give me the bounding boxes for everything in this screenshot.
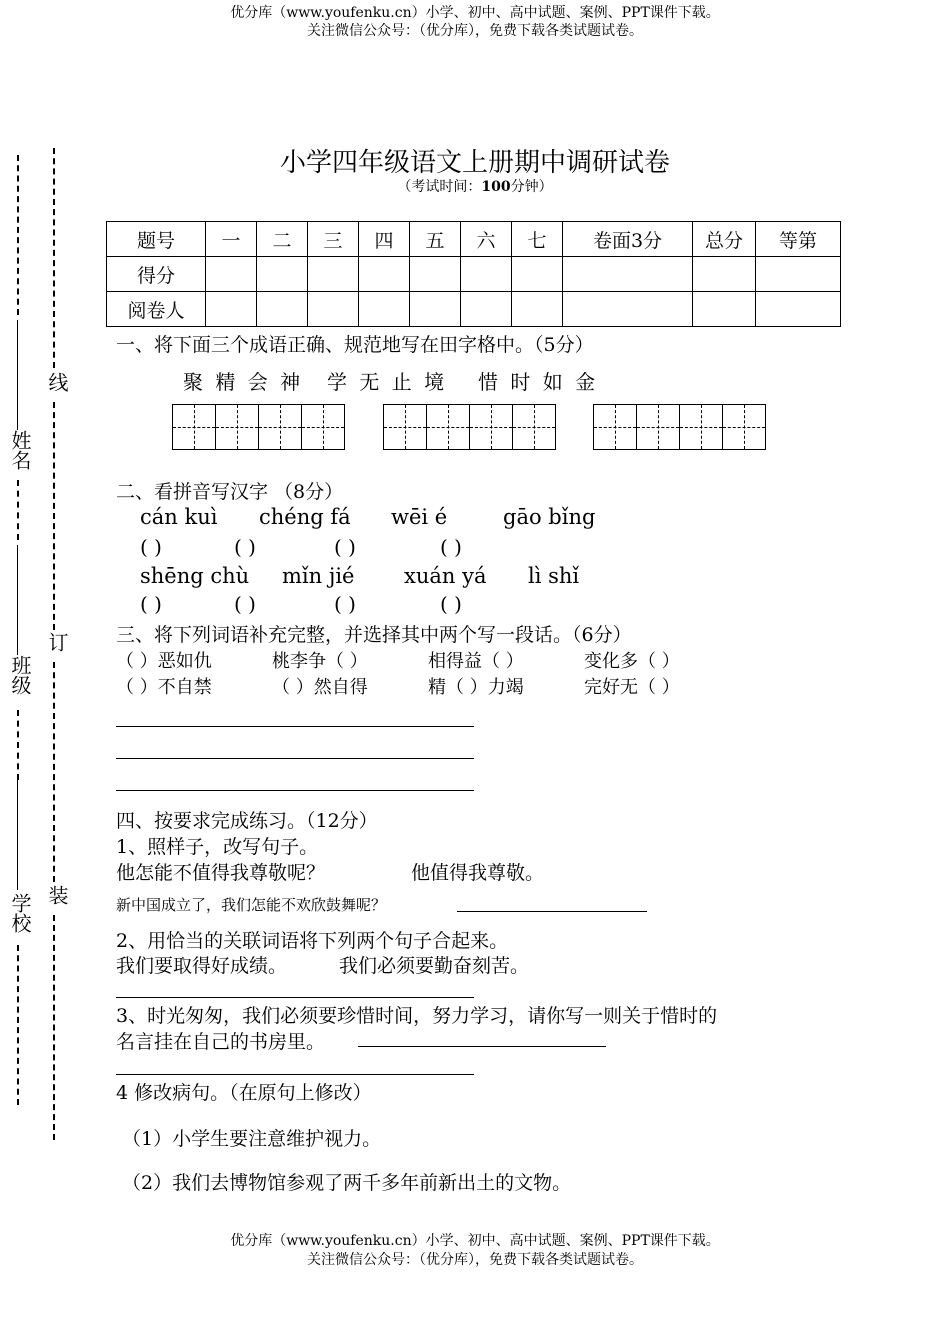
pinyin-5: shēng chù (140, 564, 250, 588)
pinyin-8: lì shǐ (528, 564, 580, 588)
score-cell[interactable] (563, 257, 693, 292)
q4-sentence-b: 我们必须要勤奋刻苦。 (339, 955, 530, 977)
header-cell-3: 三 (308, 222, 359, 257)
q4-faulty-sentence-2[interactable]: （2）我们去博物馆参观了两千多年前新出土的文物。 (122, 1172, 572, 1194)
q1-title: 一、将下面三个成语正确、规范地写在田字格中。（5分） (116, 334, 594, 356)
grader-cell[interactable] (206, 292, 257, 327)
side-dash-right-3 (53, 662, 55, 882)
footer-line-1: 优分库（www.youfenku.cn）小学、初中、高中试题、案例、PPT课件下载。 (230, 1233, 720, 1249)
tian-grid-cell[interactable] (722, 404, 766, 450)
score-cell[interactable] (257, 257, 308, 292)
header-cell-neatness: 卷面3分 (563, 222, 693, 257)
q3-word-1: （ ）恶如仇 (116, 651, 212, 672)
side-line-left-4 (17, 545, 18, 655)
tian-grid-cell[interactable] (426, 404, 470, 450)
header-cell-2: 二 (257, 222, 308, 257)
tian-grid-cell[interactable] (301, 404, 345, 450)
answer-line[interactable] (116, 758, 474, 759)
grader-row-label: 阅卷人 (107, 292, 206, 327)
score-cell[interactable] (512, 257, 563, 292)
answer-line[interactable] (116, 1074, 474, 1075)
q4-sub-3-line-1: 3、时光匆匆，我们必须要珍惜时间，努力学习，请你写一则关于惜时的 (116, 1005, 718, 1027)
grader-cell[interactable] (257, 292, 308, 327)
answer-paren[interactable]: ( ) (440, 592, 462, 616)
q2-title: 二、看拼音写汉字 （8分） (116, 481, 344, 503)
side-dash-left-5 (17, 710, 19, 780)
score-cell[interactable] (308, 257, 359, 292)
grader-cell[interactable] (461, 292, 512, 327)
answer-line[interactable] (116, 726, 474, 727)
grader-cell[interactable] (693, 292, 756, 327)
grader-cell[interactable] (410, 292, 461, 327)
q3-word-6: （ ）然自得 (272, 677, 368, 698)
grader-cell[interactable] (359, 292, 410, 327)
header-cell-5: 五 (410, 222, 461, 257)
score-cell[interactable] (693, 257, 756, 292)
q4-sentence-a: 我们要取得好成绩。 (116, 955, 288, 977)
exam-time-post: 分钟） (510, 179, 553, 195)
page-title: 小学四年级语文上册期中调研试卷 (279, 148, 670, 178)
side-dash-left-3 (17, 480, 19, 540)
grader-cell[interactable] (563, 292, 693, 327)
tian-grid-cell[interactable] (215, 404, 259, 450)
header-cell-7: 七 (512, 222, 563, 257)
q4-faulty-sentence-1[interactable]: （1）小学生要注意维护视力。 (122, 1128, 382, 1150)
score-table (106, 221, 841, 327)
header-cell-number: 题号 (107, 222, 206, 257)
q4-sub-2: 2、用恰当的关联词语将下列两个句子合起来。 (116, 930, 509, 952)
q4-rewrite-question: 新中国成立了，我们怎能不欢欣鼓舞呢？ (116, 896, 387, 914)
exam-time (0, 176, 950, 196)
header-line-1: 优分库（www.youfenku.cn）小学、初中、高中试题、案例、PPT课件下载。 (230, 5, 720, 21)
q3-word-3: 相得益（ ） (428, 651, 524, 672)
pinyin-2: chéng fá (259, 505, 351, 529)
q1-idiom-1: 聚 精 会 神 (183, 370, 304, 394)
answer-paren[interactable]: ( ) (440, 535, 462, 559)
score-cell[interactable] (359, 257, 410, 292)
q3-word-5: （ ）不自禁 (116, 677, 212, 698)
header-cell-total: 总分 (693, 222, 756, 257)
q4-title: 四、按要求完成练习。（12分） (116, 810, 378, 832)
grader-cell[interactable] (308, 292, 359, 327)
answer-paren[interactable]: ( ) (334, 535, 356, 559)
score-cell[interactable] (756, 257, 841, 292)
tian-grid-cell[interactable] (593, 404, 637, 450)
tian-grid-group-2[interactable] (383, 404, 555, 450)
q1-idiom-2: 学 无 止 境 (327, 370, 448, 394)
tian-grid-cell[interactable] (172, 404, 216, 450)
grader-row (107, 292, 841, 327)
tian-grid-cell[interactable] (636, 404, 680, 450)
answer-line[interactable] (457, 911, 647, 912)
score-cell[interactable] (206, 257, 257, 292)
tian-grid-cell[interactable] (512, 404, 556, 450)
q4-example-rewritten: 他值得我尊敬。 (411, 862, 545, 884)
side-dash-right-2 (53, 402, 55, 630)
q4-sub-4: 4 修改病句。（在原句上修改） (116, 1082, 372, 1104)
tian-grid-cell[interactable] (469, 404, 513, 450)
header-line-2: 关注微信公众号：（优分库），免费下载各类试题试卷。 (307, 23, 643, 39)
q4-sub-1: 1、照样子，改写句子。 (116, 836, 319, 858)
pinyin-3: wēi é (391, 505, 448, 529)
pinyin-6: mǐn jié (282, 564, 355, 588)
school-label: 学校 (8, 893, 32, 933)
side-line-left-6 (17, 780, 18, 890)
tian-grid-cell[interactable] (679, 404, 723, 450)
score-row-label: 得分 (107, 257, 206, 292)
name-label: 姓名 (8, 430, 32, 470)
score-row (107, 257, 841, 292)
side-dash-left-7 (17, 945, 19, 1105)
q3-word-7: 精（ ）力竭 (428, 677, 524, 698)
pinyin-4: gāo bǐng (503, 505, 596, 529)
side-line-left-2 (17, 320, 18, 430)
grader-cell[interactable] (756, 292, 841, 327)
q3-word-4: 变化多（ ） (584, 651, 680, 672)
q1-idiom-3: 惜 时 如 金 (478, 370, 599, 394)
ding-label: 订 (45, 632, 69, 652)
score-cell[interactable] (410, 257, 461, 292)
score-cell[interactable] (461, 257, 512, 292)
answer-paren[interactable]: ( ) (234, 592, 256, 616)
class-label: 班级 (8, 655, 32, 695)
q4-example-original: 他怎能不值得我尊敬呢？ (116, 862, 326, 884)
answer-line[interactable] (116, 790, 474, 791)
header-cell-1: 一 (206, 222, 257, 257)
answer-paren[interactable]: ( ) (140, 535, 162, 559)
side-dash-right-4 (53, 915, 55, 1140)
tian-grid-cell[interactable] (258, 404, 302, 450)
exam-time-pre: （考试时间： (397, 179, 482, 195)
xian-label: 线 (45, 372, 69, 392)
q4-sub-3-line-2: 名言挂在自己的书房里。 (116, 1031, 326, 1053)
header-cell-grade: 等第 (756, 222, 841, 257)
pinyin-7: xuán yá (404, 564, 487, 588)
answer-line[interactable] (116, 997, 474, 998)
answer-paren[interactable]: ( ) (234, 535, 256, 559)
answer-paren[interactable]: ( ) (140, 592, 162, 616)
q3-title: 三、将下列词语补充完整，并选择其中两个写一段话。（6分） (116, 624, 632, 646)
pinyin-1: cán kuì (140, 505, 218, 529)
q3-word-2: 桃李争（ ） (272, 651, 368, 672)
grader-cell[interactable] (512, 292, 563, 327)
exam-time-minutes: 100 (481, 179, 511, 195)
q3-word-8: 完好无（ ） (584, 677, 680, 698)
answer-line[interactable] (358, 1046, 606, 1047)
footer-line-2: 关注微信公众号：（优分库），免费下载各类试题试卷。 (307, 1252, 643, 1268)
zhuang-label: 装 (45, 885, 69, 905)
answer-paren[interactable]: ( ) (334, 592, 356, 616)
tian-grid-group-1[interactable] (172, 404, 344, 450)
tian-grid-group-3[interactable] (593, 404, 765, 450)
tian-grid-cell[interactable] (383, 404, 427, 450)
score-table-header-row (107, 222, 841, 257)
header-cell-4: 四 (359, 222, 410, 257)
header-cell-6: 六 (461, 222, 512, 257)
